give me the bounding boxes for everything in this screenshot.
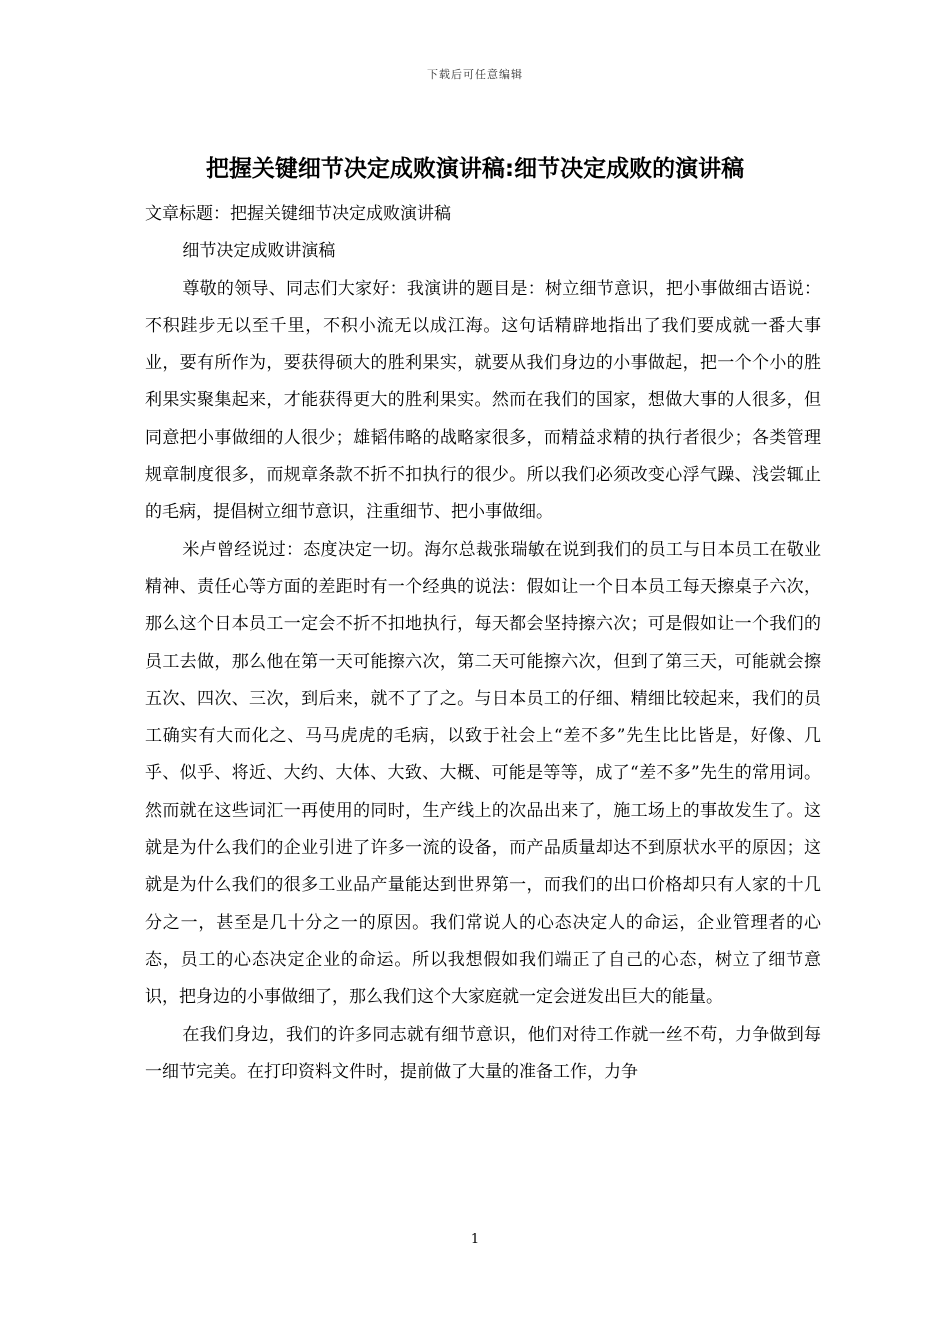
page-header: 下载后可任意编辑 [427,68,523,81]
document-title: 把握关键细节决定成败演讲稿:细节决定成败的演讲稿 [205,156,745,182]
article-title-line: 文章标题：把握关键细节决定成败演讲稿 [145,204,451,224]
body-paragraph: 尊敬的领导、同志们大家好：我演讲的题目是：树立细节意识，把小事做细古语说：不积跬步无以至千里，不积小流无以成江海。这句话精辟地指出了我们要成就一番大事业，要有所作为，要获得硕大的胜利果实，就要从我们身边的小事做起，把一个个小的胜利果实聚集起来，才能获得更大的胜利果实。然而在我们的国家，想做大事的人很多，但同意把小事做细的人很少；雄韬伟略的战略家很多，而精益求精的执行者很少；各类管理规章制度很多，而规章条款不折不扣执行的很少。所以我们必须改变心浮气躁、浅尝辄止的毛病，提倡树立细节意识，注重细节、把小事做细。 [145,278,821,523]
page-number: 1 [470,1232,480,1247]
body-paragraph: 在我们身边，我们的许多同志就有细节意识，他们对待工作就一丝不苟，力争做到每一细节完美。在打印资料文件时，提前做了大量的准备工作，力争 [145,1024,821,1082]
document-body [145,196,821,1091]
body-paragraph: 米卢曾经说过：态度决定一切。海尔总裁张瑞敏在说到我们的员工与日本员工在敬业精神、责任心等方面的差距时有一个经典的说法：假如让一个日本员工每天擦桌子六次，那么这个日本员工一定会不折不扣地执行，每天都会坚持擦六次；可是假如让一个我们的员工去做，那么他在第一天可能擦六次，第二天可能擦六次，但到了第三天，可能就会擦五次、四次、三次，到后来，就不了了之。与日本员工的仔细、精细比较起来，我们的员工确实有大而化之、马马虎虎的毛病，以致于社会上“差不多”先生比比皆是，好像、几乎、似乎、将近、大约、大体、大致、大概、可能是等等，成了“差不多”先生的常用词。然而就在这些词汇一再使用的同时，生产线上的次品出来了，施工场上的事故发生了。这就是为什么我们的企业引进了许多一流的设备，而产品质量却达不到原状水平的原因；这就是为什么我们的很多工业品产量能达到世界第一，而我们的出口价格却只有人家的十几分之一，甚至是几十分之一的原因。我们常说人的心态决定人的命运，企业管理者的心态，员工的心态决定企业的命运。所以我想假如我们端正了自己的心态，树立了细节意识，把身边的小事做细了，那么我们这个大家庭就一定会迸发出巨大的能量。 [145,539,821,1008]
speech-sub-heading: 细节决定成败讲演稿 [182,241,336,262]
